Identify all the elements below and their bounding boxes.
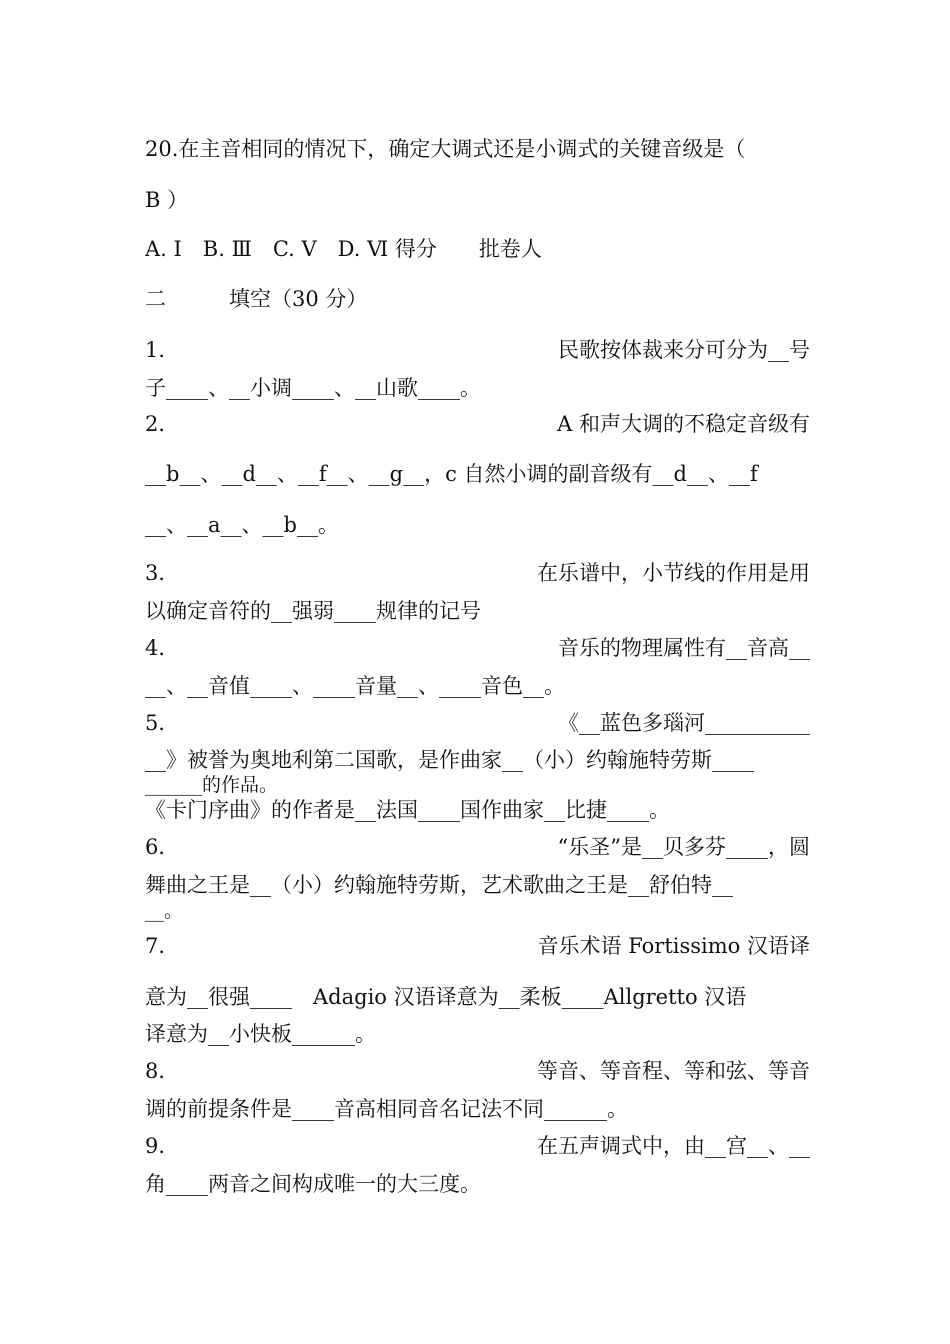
item-6-head-row bbox=[145, 834, 810, 860]
item-text: __。 bbox=[145, 900, 184, 922]
item-number: 1． bbox=[145, 338, 180, 362]
item-number: 6． bbox=[145, 835, 180, 859]
item-head-text: “乐圣”是__贝多芬____，圆 bbox=[557, 835, 810, 859]
item-5-head-row bbox=[145, 710, 810, 736]
item-head-text: 在五声调式中，由__宫__、__ bbox=[537, 1134, 810, 1158]
item-text: ______的作品。 bbox=[145, 774, 279, 796]
item-head-text: 音乐术语 Fortissimo 汉语译 bbox=[537, 934, 810, 958]
item-text: __、__音值____、____音量__、____音色__。 bbox=[145, 674, 565, 698]
item-text: __b__、__d__、__f__、__g__，c 自然小调的副音级有__d__、__f bbox=[145, 462, 758, 486]
q20-options: A. Ⅰ B. Ⅲ C. Ⅴ D. Ⅵ 得分 批卷人 bbox=[145, 237, 542, 261]
item-8-head-row bbox=[145, 1058, 810, 1084]
section-title: 二 填空（30 分） bbox=[145, 287, 368, 311]
item-text: 调的前提条件是____音高相同音名记法不同______。 bbox=[145, 1097, 628, 1121]
item-text: __、__a__、__b__。 bbox=[145, 513, 339, 537]
item-head-text: A 和声大调的不稳定音级有 bbox=[557, 412, 810, 436]
item-text: __》被誉为奥地利第二国歌，是作曲家__（小）约翰施特劳斯____ bbox=[145, 748, 754, 772]
item-head-text: 在乐谱中，小节线的作用是用 bbox=[537, 561, 810, 585]
item-head-text: 等音、等音程、等和弦、等音 bbox=[537, 1059, 810, 1083]
item-4-head-row bbox=[145, 635, 810, 661]
item-text: 子____、__小调____、__山歌____。 bbox=[145, 376, 481, 400]
q20-line1: 20.在主音相同的情况下，确定大调式还是小调式的关键音级是（ bbox=[145, 137, 746, 161]
item-text: 意为__很强____ Adagio 汉语译意为__柔板____Allgretto 汉语 bbox=[145, 985, 747, 1009]
item-head-text: 音乐的物理属性有__音高__ bbox=[558, 636, 810, 660]
item-text: 译意为__小快板______。 bbox=[145, 1022, 376, 1046]
item-2-head-row bbox=[145, 411, 810, 437]
item-head-text: 民歌按体裁来分可分为__号 bbox=[558, 338, 810, 362]
item-number: 4． bbox=[145, 636, 180, 660]
item-number: 2． bbox=[145, 412, 180, 436]
item-head-text: 《__蓝色多瑙河__________ bbox=[558, 711, 810, 735]
item-number: 5． bbox=[145, 711, 180, 735]
item-text: 以确定音符的__强弱____规律的记号 bbox=[145, 599, 481, 623]
item-number: 8． bbox=[145, 1059, 180, 1083]
item-number: 7． bbox=[145, 934, 180, 958]
item-number: 3． bbox=[145, 561, 180, 585]
item-text: 舞曲之王是__（小）约翰施特劳斯，艺术歌曲之王是__舒伯特__ bbox=[145, 873, 733, 897]
item-text: 角____两音之间构成唯一的大三度。 bbox=[145, 1172, 481, 1196]
item-number: 9． bbox=[145, 1134, 180, 1158]
item-7-head-row bbox=[145, 933, 810, 959]
item-9-head-row bbox=[145, 1133, 810, 1159]
item-1-head-row bbox=[145, 337, 810, 363]
item-text: 《卡门序曲》的作者是__法国____国作曲家__比捷____。 bbox=[145, 798, 670, 822]
item-3-head-row bbox=[145, 560, 810, 586]
q20-line2: B ） bbox=[145, 188, 189, 212]
